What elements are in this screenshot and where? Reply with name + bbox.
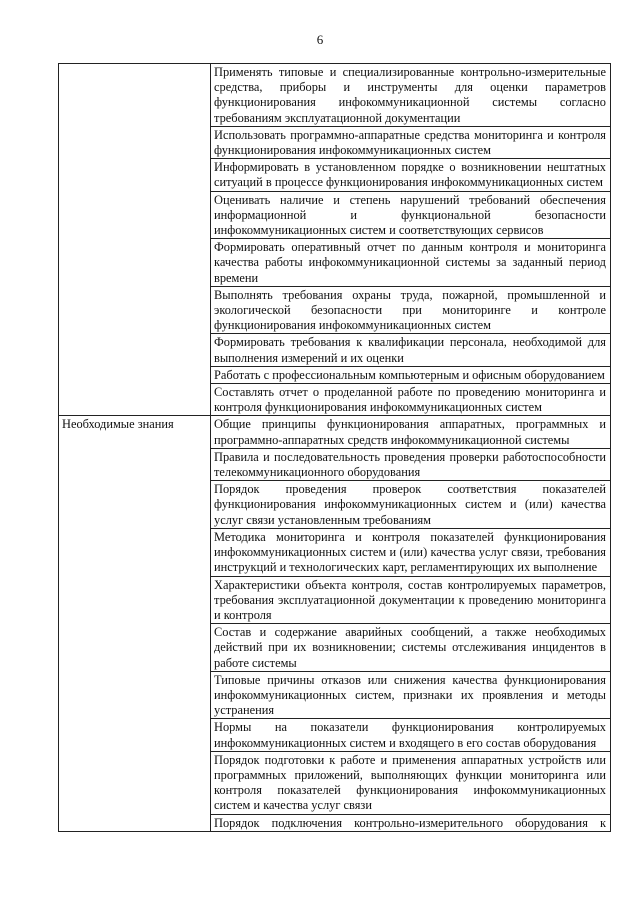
knowledge-item: Методика мониторинга и контроля показателей функционирования инфокоммуникационных систем и (или) качества услуг связи, требования инструкций и технологических карт, регламентирующих их выполнение (211, 528, 611, 576)
qualification-table (58, 63, 611, 832)
skill-item: Формировать требования к квалификации персонала, необходимой для выполнения измерений и их оценки (211, 334, 611, 366)
skill-item: Применять типовые и специализированные контрольно-измерительные средства, приборы и инструменты для оценки параметров функционирования инфокоммуникационной системы согласно требованиям эксплуатационной документации (211, 64, 611, 127)
knowledge-item: Порядок подготовки к работе и применения аппаратных устройств или программных приложений, выполняющих функции мониторинга или контроля показателей функционирования инфокоммуникационных систем и качества услуг связи (211, 751, 611, 814)
knowledge-item: Порядок подключения контрольно-измерительного оборудования к (211, 814, 611, 831)
section-label-knowledge: Необходимые знания (59, 416, 211, 831)
skill-item: Составлять отчет о проделанной работе по проведению мониторинга и контроля функционирования инфокоммуникационных систем (211, 384, 611, 416)
knowledge-item: Общие принципы функционирования аппаратных, программных и программно-аппаратных средств инфокоммуникационной системы (211, 416, 611, 448)
knowledge-item: Типовые причины отказов или снижения качества функционирования инфокоммуникационных систем, признаки их проявления и методы устранения (211, 671, 611, 719)
table-row (59, 64, 611, 127)
table-row (59, 416, 611, 448)
section-label-skills (59, 64, 211, 416)
skill-item: Формировать оперативный отчет по данным контроля и мониторинга качества работы инфокоммуникационной системы за заданный период времени (211, 239, 611, 287)
skill-item: Работать с профессиональным компьютерным и офисным оборудованием (211, 366, 611, 383)
skill-item: Оценивать наличие и степень нарушений требований обеспечения информационной и функциональной безопасности инфокоммуникационных систем и соответствующих сервисов (211, 191, 611, 239)
knowledge-item: Правила и последовательность проведения проверки работоспособности телекоммуникационного оборудования (211, 448, 611, 480)
knowledge-item: Характеристики объекта контроля, состав контролируемых параметров, требования эксплуатационной документации к проведению мониторинга и контроля (211, 576, 611, 624)
knowledge-item: Порядок проведения проверок соответствия показателей функционирования инфокоммуникационных систем и (или) качества услуг связи установленным требованиям (211, 481, 611, 529)
knowledge-item: Состав и содержание аварийных сообщений, а также необходимых действий при их возникновении; системы отслеживания инцидентов в работе системы (211, 624, 611, 672)
page-number: 6 (316, 32, 324, 47)
skill-item: Выполнять требования охраны труда, пожарной, промышленной и экологической безопасности при мониторинге и контроле функционирования инфокоммуникационных систем (211, 286, 611, 334)
knowledge-item: Нормы на показатели функционирования контролируемых инфокоммуникационных систем и входящего в его состав оборудования (211, 719, 611, 751)
skill-item: Информировать в установленном порядке о возникновении нештатных ситуаций в процессе функционирования инфокоммуникационных систем (211, 159, 611, 191)
skill-item: Использовать программно-аппаратные средства мониторинга и контроля функционирования инфокоммуникационных систем (211, 126, 611, 158)
